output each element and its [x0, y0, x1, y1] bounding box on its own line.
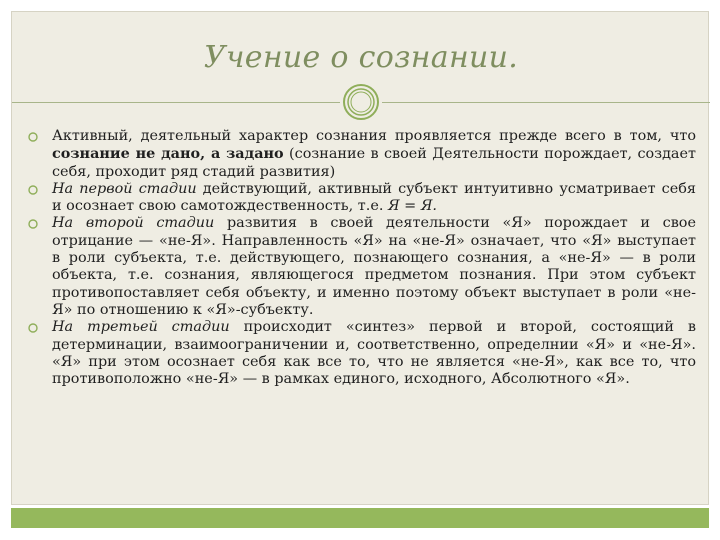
bullet-list — [24, 128, 696, 388]
bullet-text-segment: Я = Я. — [387, 198, 438, 215]
bullet-text-segment: На второй стадии — [52, 215, 215, 232]
bottom-accent-bar — [11, 508, 709, 528]
bullet-text-segment: сознание не дано, а задано — [52, 145, 284, 163]
circle-bullet-icon — [28, 185, 38, 195]
circle-ornament-icon — [341, 82, 381, 122]
circle-bullet-icon — [28, 323, 38, 333]
bullet-text-segment: На третьей стадии — [52, 319, 230, 336]
bullet-text-segment: (сознание в своей Деятельности порождает, создает себя, проходит ряд стадий развития) — [52, 146, 696, 180]
bullet-item — [24, 319, 696, 388]
bullet-item — [24, 128, 696, 181]
title-area — [12, 12, 710, 92]
title-divider-left — [12, 102, 340, 103]
bullet-text-segment: Активный, деятельный характер сознания проявляется прежде всего в том, что — [52, 128, 696, 144]
content-panel — [11, 11, 709, 505]
bullet-text-segment: На первой стадии — [52, 180, 197, 197]
bullet-text-segment: развития в своей деятельности «Я» порождает и свое отрицание — «не-Я». Направленность «Я» на «не-Я» означает, что «Я» выступает в роли субъекта, т.е. действующего, познающего сознания, а «не-Я» — в роли объекта, т.е. сознания, являющегося предметом познания. При этом субъект противопоставляет себя объекту, и именно поэтому объект выступает в роли «не-Я» по отношению к «Я»-субъекту. — [52, 215, 696, 318]
bullet-item — [24, 215, 696, 319]
bullet-text-segment: действующий, активный субъект интуитивно усматривает себя и осознает свою самотождественность, т.е. — [52, 180, 696, 215]
circle-bullet-icon — [28, 219, 38, 229]
bullet-text-segment: происходит «синтез» первой и второй, состоящий в детерминации, взаимоограничении и, соответственно, определнии «Я» и «не-Я». «Я» при этом осознает себя как все то, что не является «не-Я», как все то, что противоположно «не-Я» — в рамках единого, исходного, Абсолютного «Я». — [52, 319, 696, 388]
title-divider-right — [382, 102, 710, 103]
slide-title: Учение о сознании. — [203, 40, 519, 75]
bullet-item — [24, 181, 696, 216]
circle-bullet-icon — [28, 132, 38, 142]
